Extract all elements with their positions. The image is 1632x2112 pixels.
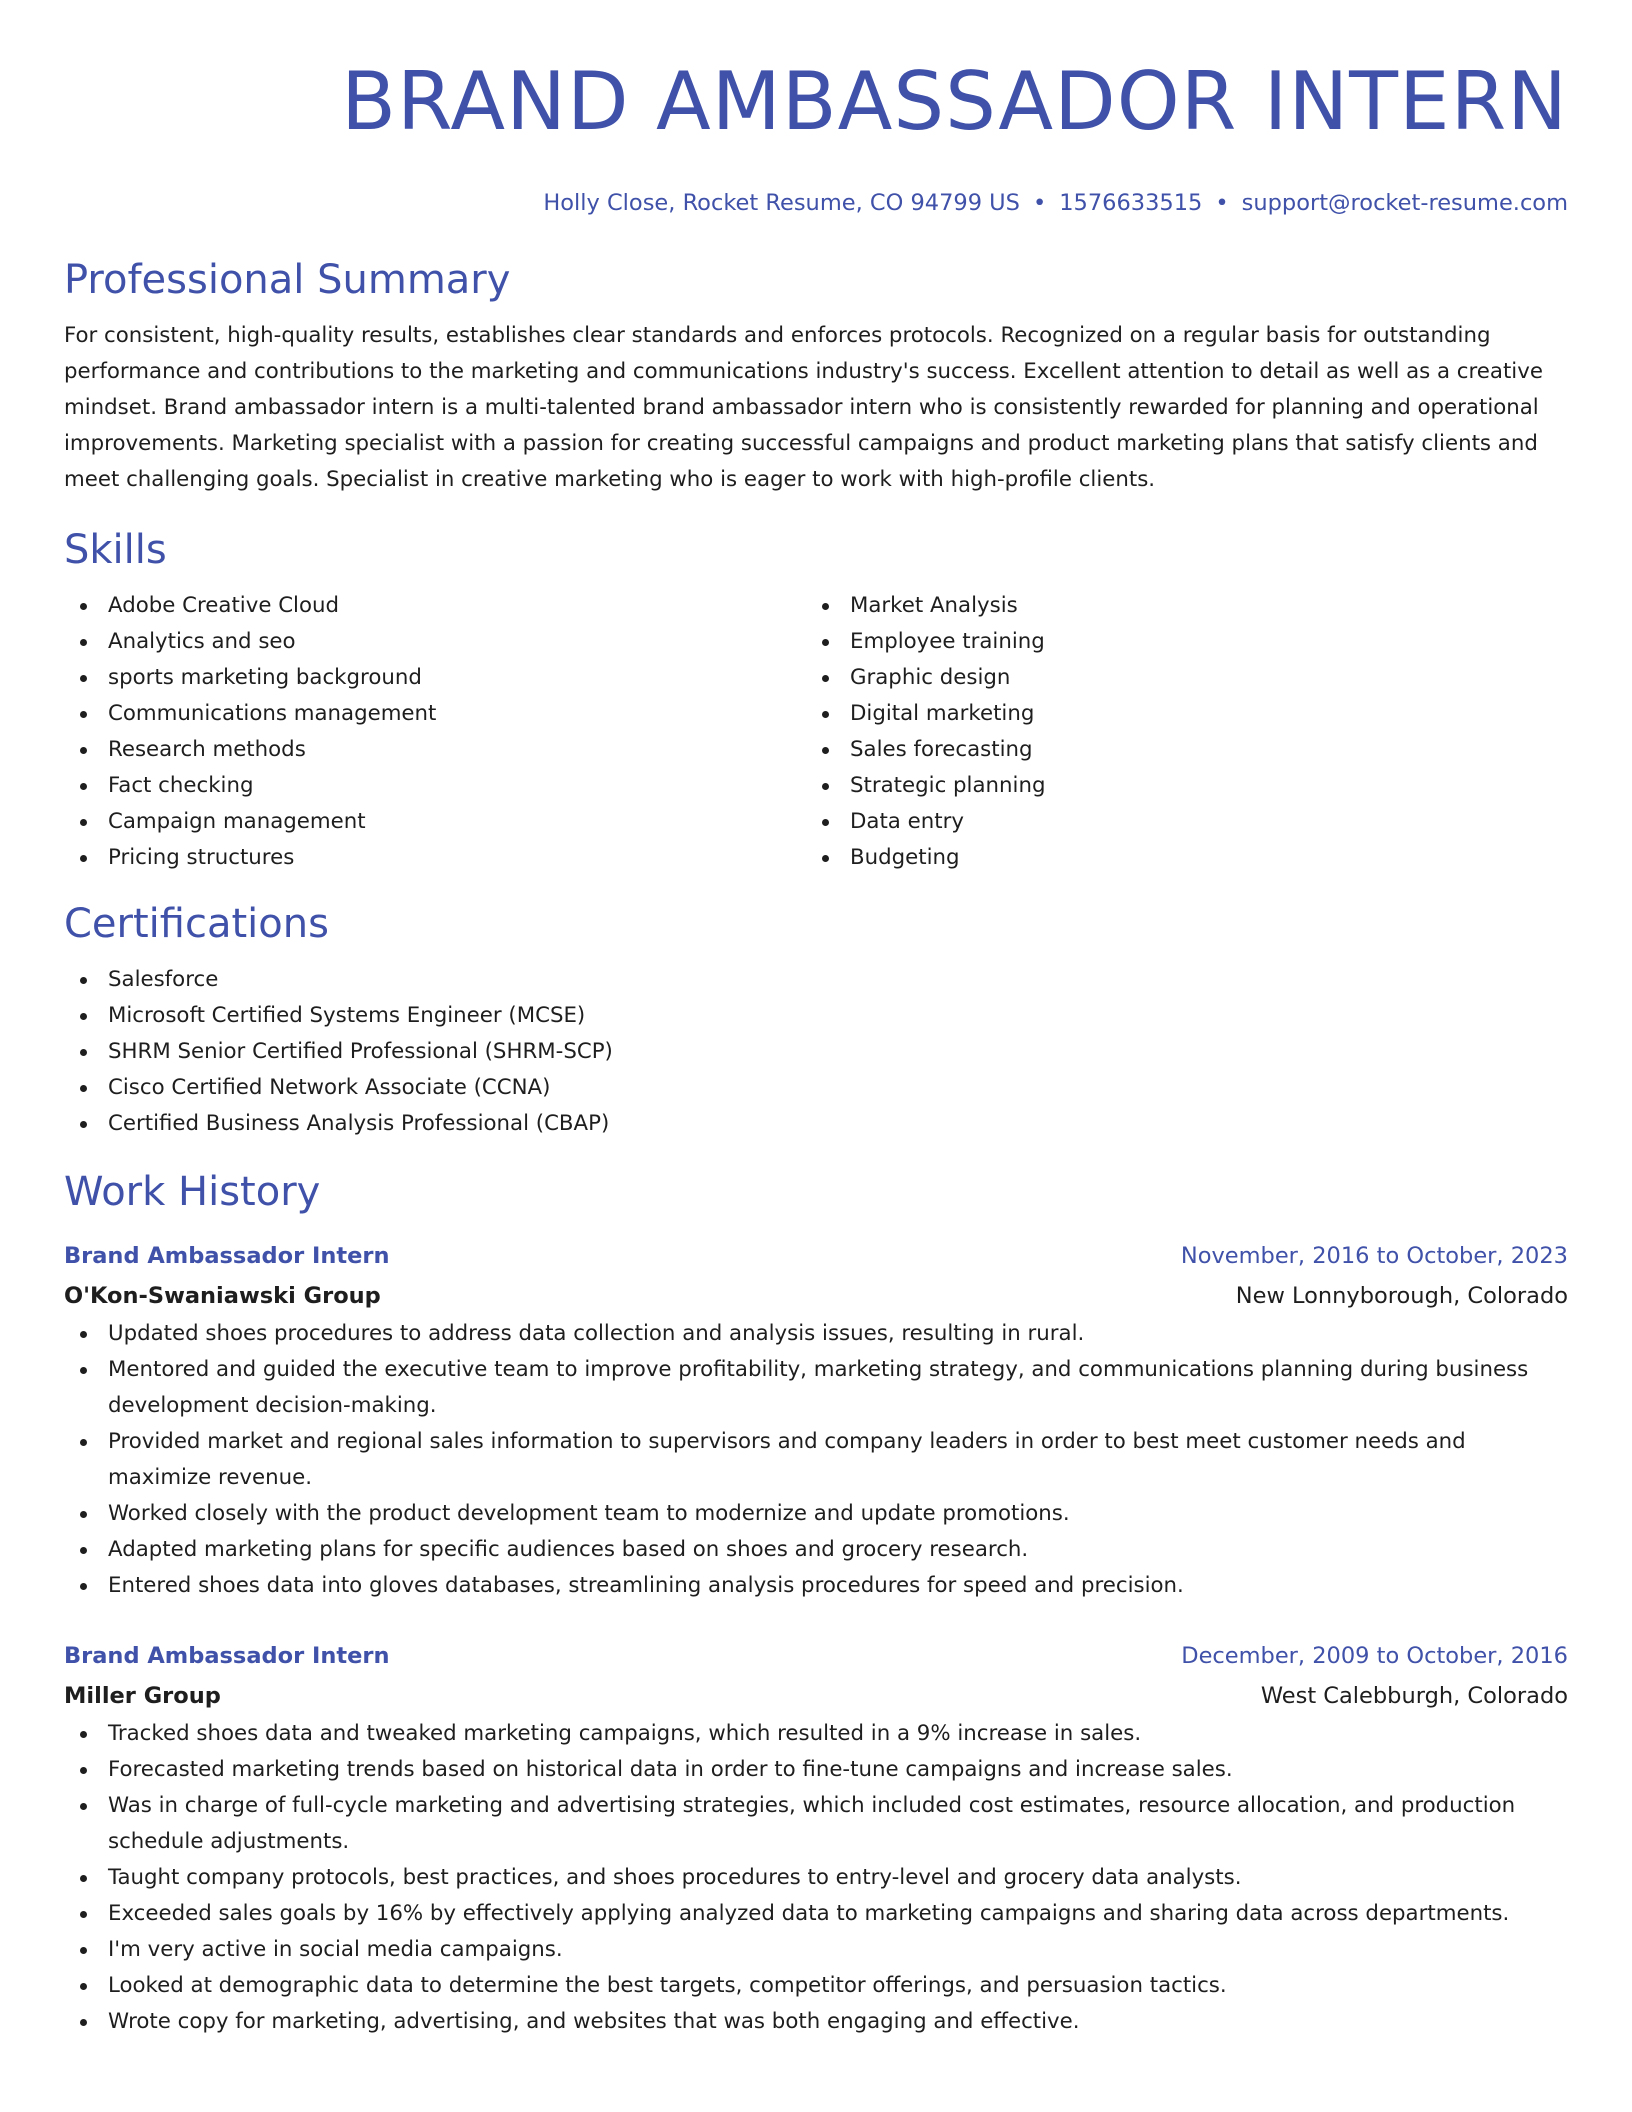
resume-header xyxy=(64,0,1568,218)
job-duty-item: Forecasted marketing trends based on historical data in order to fine-tune campaigns and increase sales. xyxy=(64,1752,1568,1788)
contact-phone: 1576633515 xyxy=(1059,190,1203,216)
job-dates: December, 2009 to October, 2016 xyxy=(1181,1643,1568,1669)
job-duty-item: Updated shoes procedures to address data collection and analysis issues, resulting in rural. xyxy=(64,1316,1568,1352)
job-location: West Calebburgh, Colorado xyxy=(1260,1683,1568,1709)
contact-separator: • xyxy=(1215,190,1229,216)
skill-item: Strategic planning xyxy=(806,768,1548,804)
job-title-row xyxy=(64,1636,1568,1676)
job-entry xyxy=(64,1236,1568,1604)
job-duty-item: Tracked shoes data and tweaked marketing campaigns, which resulted in a 9% increase in sales. xyxy=(64,1716,1568,1752)
contact-line xyxy=(64,188,1568,218)
job-duty-item: Provided market and regional sales information to supervisors and company leaders in order to best meet customer needs and maximize revenue. xyxy=(64,1424,1568,1496)
resume-page xyxy=(64,0,1568,2040)
skill-item: Analytics and seo xyxy=(64,624,806,660)
job-company-row xyxy=(64,1276,1568,1316)
skill-item: Adobe Creative Cloud xyxy=(64,588,806,624)
job-duty-item: Looked at demographic data to determine the best targets, competitor offerings, and persuasion tactics. xyxy=(64,1968,1568,2004)
skill-item: Campaign management xyxy=(64,804,806,840)
job-duty-item: Wrote copy for marketing, advertising, and websites that was both engaging and effective. xyxy=(64,2004,1568,2040)
certification-item: Certified Business Analysis Professional (CBAP) xyxy=(64,1106,1568,1142)
job-duty-item: Exceeded sales goals by 16% by effectively applying analyzed data to marketing campaigns and sharing data across departments. xyxy=(64,1896,1568,1932)
certification-item: Salesforce xyxy=(64,962,1568,998)
skill-item: Communications management xyxy=(64,696,806,732)
contact-email: support@rocket-resume.com xyxy=(1241,190,1568,216)
skill-item: Employee training xyxy=(806,624,1548,660)
job-location: New Lonnyborough, Colorado xyxy=(1235,1283,1568,1309)
summary-heading: Professional Summary xyxy=(64,257,511,303)
skill-item: Data entry xyxy=(806,804,1548,840)
skill-item: Sales forecasting xyxy=(806,732,1548,768)
job-role: Brand Ambassador Intern xyxy=(64,1643,390,1669)
summary-text: For consistent, high-quality results, establishes clear standards and enforces protocols. Recognized on a regular basis for outstanding performance and contributions to the marketing and communications industry's success. Excellent attention to detail as well as a creative mindset. Brand ambassador intern is a multi-talented brand ambassador intern who is consistently rewarded for planning and operational improvements. Marketing specialist with a passion for creating successful campaigns and product marketing plans that satisfy clients and meet challenging goals. Specialist in creative marketing who is eager to work with high-profile clients. xyxy=(64,323,1543,492)
skills-grid xyxy=(64,588,1568,876)
contact-separator: • xyxy=(1032,190,1047,216)
skill-item: Market Analysis xyxy=(806,588,1548,624)
certification-item: Cisco Certified Network Associate (CCNA) xyxy=(64,1070,1568,1106)
job-entry xyxy=(64,1636,1568,2040)
work-history-section xyxy=(64,1168,1568,2040)
skill-item: Research methods xyxy=(64,732,806,768)
skills-heading: Skills xyxy=(64,527,167,573)
certification-item: Microsoft Certified Systems Engineer (MCSE) xyxy=(64,998,1568,1034)
job-duty-item: Worked closely with the product development team to modernize and update promotions. xyxy=(64,1496,1568,1532)
job-company: O'Kon-Swaniawski Group xyxy=(64,1283,381,1309)
skill-item: Graphic design xyxy=(806,660,1548,696)
job-duties-list xyxy=(64,1716,1568,2040)
job-duty-item: Taught company protocols, best practices, and shoes procedures to entry-level and grocery data analysts. xyxy=(64,1860,1568,1896)
job-duty-item: I'm very active in social media campaigns. xyxy=(64,1932,1568,1968)
work-history-heading: Work History xyxy=(64,1169,321,1215)
skill-item: Digital marketing xyxy=(806,696,1548,732)
skills-section xyxy=(64,526,1568,876)
job-duty-item: Adapted marketing plans for specific audiences based on shoes and grocery research. xyxy=(64,1532,1568,1568)
job-company: Miller Group xyxy=(64,1683,221,1709)
jobs-list xyxy=(64,1236,1568,2040)
job-duty-item: Mentored and guided the executive team to improve profitability, marketing strategy, and communications planning during business development decision-making. xyxy=(64,1352,1568,1424)
certification-item: SHRM Senior Certified Professional (SHRM-SCP) xyxy=(64,1034,1568,1070)
job-dates: November, 2016 to October, 2023 xyxy=(1180,1243,1568,1269)
certifications-section xyxy=(64,900,1568,1142)
job-duties-list xyxy=(64,1316,1568,1604)
job-title-row xyxy=(64,1236,1568,1276)
page-title: BRAND AMBASSADOR INTERN xyxy=(341,55,1568,148)
job-duty-item: Was in charge of full-cycle marketing and advertising strategies, which included cost estimates, resource allocation, and production schedule adjustments. xyxy=(64,1788,1568,1860)
job-company-row xyxy=(64,1676,1568,1716)
summary-section xyxy=(64,256,1568,498)
contact-address: Holly Close, Rocket Resume, CO 94799 US xyxy=(543,190,1020,216)
skill-item: Budgeting xyxy=(806,840,1548,876)
certifications-list xyxy=(64,962,1568,1142)
skills-left-column xyxy=(64,588,806,876)
job-role: Brand Ambassador Intern xyxy=(64,1243,390,1269)
skill-item: sports marketing background xyxy=(64,660,806,696)
certifications-heading: Certifications xyxy=(64,901,329,947)
skill-item: Fact checking xyxy=(64,768,806,804)
skills-right-column xyxy=(806,588,1548,876)
job-duty-item: Entered shoes data into gloves databases, streamlining analysis procedures for speed and precision. xyxy=(64,1568,1568,1604)
skill-item: Pricing structures xyxy=(64,840,806,876)
